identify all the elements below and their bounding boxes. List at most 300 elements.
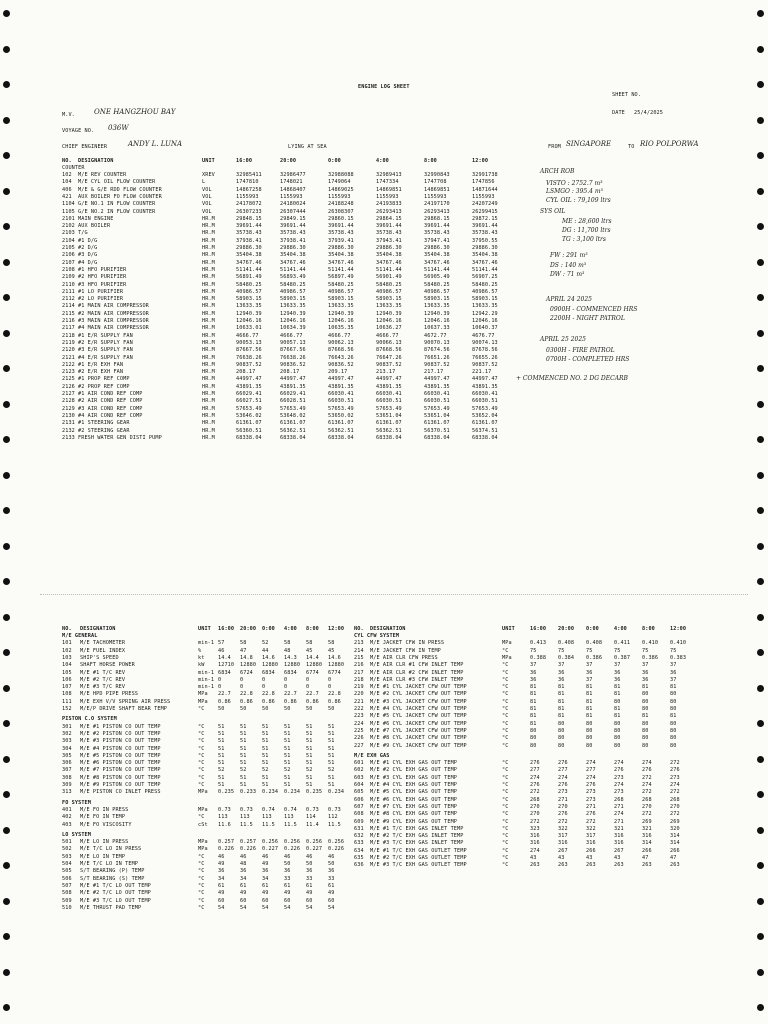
table-cell: °C [502,855,509,861]
table-cell: 13633.35 [376,303,402,310]
feed-hole [757,685,764,692]
table-cell: °C [198,897,205,904]
table-cell: 226 [354,735,364,742]
table-cell: HR.M [202,332,215,339]
row-designation: #4 E/R SUPPLY FAN [78,354,133,361]
table-cell: °C [198,782,205,788]
table-cell: 406 [62,186,72,193]
row-designation: #2 E/R SUPPLY FAN [78,339,133,346]
table-cell: 274 [642,782,652,788]
table-cell: 51 [218,730,225,737]
sheet-number-label: SHEET NO. [612,92,642,98]
feed-hole [3,756,10,763]
table-cell: 505 [62,868,72,875]
table-cell: 219 [354,684,364,691]
feed-hole [3,578,10,585]
table-cell: 1155993 [328,193,351,200]
table-cell: 56374.51 [472,427,498,434]
table-cell: 81 [614,713,621,720]
table-cell: 66029.41 [236,391,262,397]
feed-hole [757,1004,764,1011]
table-cell: 66030.41 [376,391,402,397]
table-cell: °C [502,676,509,683]
table-cell: 14.4 [218,654,231,661]
table-cell: 51 [306,730,313,737]
table-cell: 35738.43 [328,230,354,237]
column-header: UNIT [198,626,211,632]
table-cell: 272 [558,818,568,825]
table-cell: 0.86 [218,698,231,705]
table-cell: 90057.13 [280,339,306,346]
table-cell: XREV [202,172,215,178]
table-cell: 634 [354,847,364,854]
table-cell: 0.73 [240,806,253,813]
table-cell: 53648.02 [280,412,306,419]
table-cell: HR.M [202,223,215,230]
table-cell: 631 [354,825,364,832]
table-cell: 58 [284,640,291,647]
feed-hole [757,862,764,869]
table-cell: 51141.44 [280,266,306,273]
row-designation: M/E #7 PISTON CO OUT TEMP [80,767,161,774]
row-designation: G/E NO.2 IN FLOW COUNTER [78,208,156,215]
table-cell: °C [198,706,205,712]
table-cell: 49 [262,890,269,897]
table-cell: 1747334 [376,179,399,186]
table-cell: MPa [198,846,208,853]
table-cell: °C [502,796,509,803]
table-cell: 0 [218,676,222,683]
table-cell: 52 [218,767,225,774]
row-designation: M/E #7 CYL JACKET CFW OUT TEMP [370,727,467,734]
table-cell: HR.M [202,310,215,317]
table-cell: °C [198,861,205,867]
row-designation: FRESH WATER GEN DISTI PUMP [78,434,162,441]
table-cell: HR.M [202,434,215,441]
row-designation: M/E/P DRIVE SHAFT BEAR TEMP [80,706,168,712]
row-designation: M/E #9 CYL JACKET CFW OUT TEMP [370,742,467,749]
table-cell: 34767.46 [280,259,306,266]
table-cell: 29886.30 [280,245,306,251]
table-cell: 40986.57 [328,288,354,295]
row-designation: M/E #3 T/C REV [80,684,126,691]
table-cell: HR.M [202,245,215,251]
table-cell: 114 [306,814,316,821]
table-cell: 35404.38 [376,252,402,259]
table-cell: 49 [262,861,269,867]
table-cell: 81 [670,713,677,720]
table-cell: 11.6 [218,821,231,828]
table-cell: 10634.39 [280,325,306,332]
row-designation: M/E #8 CYL EXH GAS OUT TEMP [370,811,458,818]
table-cell: 51 [240,752,247,759]
table-cell: °C [502,818,509,825]
table-cell: 37939.41 [328,237,354,244]
table-cell: 61 [306,882,313,889]
table-cell: 2115 [62,310,75,317]
table-cell: 46 [262,853,269,860]
table-cell: 58 [306,640,313,647]
table-cell: 51 [328,760,335,767]
feed-hole [3,685,10,692]
feed-hole [3,46,10,53]
feed-hole [757,223,764,230]
table-cell: HR.M [202,215,215,222]
table-cell: 2128 [62,398,75,405]
feed-hole [757,152,764,159]
row-designation: #1 D/G [78,237,98,244]
table-cell: 68338.04 [328,434,354,441]
table-cell: VOL [202,186,212,193]
table-cell: 58903.15 [280,296,306,303]
table-cell: 1155993 [376,193,399,200]
table-cell: 60 [306,897,313,904]
table-cell: 61361.07 [280,420,306,427]
row-designation: M/E #6 PISTON CO OUT TEMP [80,760,161,767]
row-designation: M/E PISTON CO INLET PRESS [80,789,161,796]
table-cell: MPa [502,654,512,661]
table-cell: 80 [670,698,677,705]
table-cell: 22.8 [328,691,341,698]
table-cell: 76643.26 [328,354,354,361]
table-cell: 46 [218,853,225,860]
row-designation: #4 D/G [78,259,98,266]
table-cell: 34 [240,875,247,882]
table-cell: 113 [218,814,228,821]
table-cell: 608 [354,811,364,818]
table-cell: 13633.35 [328,303,354,310]
row-designation: #2 AIR COND REF COMP [78,398,143,405]
table-cell: 43 [614,855,621,861]
table-cell: 54 [306,904,313,911]
table-cell: 51 [306,752,313,759]
table-cell: 2102 [62,223,75,230]
table-cell: 2131 [62,420,75,427]
table-cell: 272 [670,811,680,818]
table-cell: 61 [262,882,269,889]
table-cell: 0.256 [284,839,301,846]
feed-hole [3,898,10,905]
table-cell: 43 [586,855,593,861]
table-cell: °C [198,882,205,889]
table-cell: 36 [328,868,335,875]
table-cell: 14871644 [472,186,498,193]
column-header: 12:00 [670,626,687,632]
table-cell: 36 [586,669,593,676]
table-cell: 43891.35 [236,383,262,390]
table-cell: 81 [586,706,593,712]
table-cell: 22.7 [218,691,231,698]
table-cell: 12940.39 [280,310,306,317]
table-cell: 76647.26 [376,354,402,361]
table-cell: 81 [614,691,621,698]
table-cell: 81 [586,691,593,698]
table-cell: 2133 [62,434,75,441]
table-cell: 80 [670,720,677,727]
row-designation: M/E #2 T/C REV [80,676,126,683]
table-cell: 0.227 [262,846,279,853]
chief-engineer-name: ANDY L. LUNA [128,140,183,148]
table-cell: 29860.15 [328,215,354,222]
table-cell: 46 [218,647,225,654]
table-cell: 0.226 [284,846,301,853]
table-cell: 14867258 [236,186,262,193]
row-designation: M/E #4 CYL JACKET CFW OUT TEMP [370,706,467,712]
table-cell: 35738.43 [376,230,402,237]
row-designation: #1 HFO PURIFIER [78,266,127,273]
table-cell: 81 [530,691,537,698]
table-cell: °C [502,669,509,676]
table-cell: 50 [284,861,291,867]
table-cell: 271 [614,803,624,810]
table-cell: 0.384 [558,654,575,661]
table-cell: 274 [530,847,540,854]
table-cell: 40986.57 [236,288,262,295]
table-cell: 37 [670,662,677,669]
table-cell: 51 [284,774,291,781]
table-cell: 57653.49 [236,405,262,412]
table-cell: 37943.41 [376,237,402,244]
feed-hole [757,10,764,17]
table-cell: 51 [240,745,247,752]
row-designation: MAIN ENGINE [78,215,114,222]
table-cell: 14.8 [240,654,253,661]
table-cell: 510 [62,904,72,911]
table-cell: °C [502,862,509,869]
table-cell: 58 [328,640,335,647]
row-designation: M/E FO VISCOSITY [80,821,132,828]
table-cell: 36 [284,868,291,875]
table-cell: 276 [558,782,568,788]
table-cell: 90837.52 [472,361,498,368]
table-cell: 276 [530,760,540,767]
table-cell: min-1 [198,684,215,691]
table-cell: VOL [202,193,212,200]
row-designation: M/E JACKET CFW IN TEMP [370,647,441,654]
table-cell: 263 [670,862,680,869]
table-cell: 0 [240,676,244,683]
table-cell: 58903.15 [236,296,262,303]
table-cell: HR.M [202,274,215,281]
table-cell: 6724 [240,669,253,676]
table-cell: 34767.46 [472,259,498,266]
table-cell: 0.233 [240,789,257,796]
feed-hole [3,649,10,656]
table-cell: 49 [218,861,225,867]
table-cell: 2105 [62,245,75,251]
table-cell: 51 [328,745,335,752]
table-cell: °C [502,825,509,832]
table-cell: HR.M [202,237,215,244]
table-cell: 58903.15 [376,296,402,303]
table-cell: 90836.52 [280,361,306,368]
table-cell: 51141.44 [376,266,402,273]
column-header: 0:00 [328,158,341,164]
table-cell: 316 [614,840,624,847]
row-designation: AUX BOILER [78,223,111,230]
table-cell: 43 [530,855,537,861]
table-cell: 276 [670,767,680,774]
table-cell: 12940.39 [424,310,450,317]
table-cell: 36 [642,676,649,683]
table-cell: 152 [62,706,72,712]
table-cell: 14869025 [328,186,354,193]
table-cell: 22.7 [284,691,297,698]
table-cell: 0.257 [218,839,235,846]
table-cell: 90836.52 [328,361,354,368]
table-cell: 6834 [218,669,231,676]
table-cell: 0 [328,684,332,691]
table-cell: 4672.77 [424,332,447,339]
table-cell: 58903.15 [424,296,450,303]
table-cell: 12942.29 [472,310,498,317]
column-header: 8:00 [306,626,319,632]
row-designation: #2 LO PURIFIER [78,296,124,303]
table-cell: 218 [354,676,364,683]
table-cell: 308 [62,774,72,781]
column-header: 0:00 [586,626,599,632]
table-cell: °C [502,713,509,720]
table-cell: 13633.35 [424,303,450,310]
table-cell: 56907.25 [472,274,498,281]
table-cell: 10636.27 [376,325,402,332]
table-cell: 29886.30 [424,245,450,251]
feed-hole [3,330,10,337]
table-cell: 213.17 [376,369,396,376]
table-cell: 51 [306,723,313,730]
table-cell: 14869851 [376,186,402,193]
table-cell: 58480.25 [280,281,306,288]
table-cell: 53652.04 [472,412,498,419]
table-cell: 26299415 [472,208,498,215]
table-cell: 51 [328,782,335,788]
row-designation: M/E REV COUNTER [78,172,127,178]
table-cell: 51 [328,723,335,730]
table-cell: 272 [670,789,680,796]
table-cell: 0.234 [328,789,345,796]
table-cell: 22.8 [240,691,253,698]
table-cell: °C [502,840,509,847]
feed-hole [757,720,764,727]
table-cell: 2117 [62,325,75,332]
table-cell: 50 [218,706,225,712]
table-cell: 80 [530,735,537,742]
table-cell: 68338.04 [424,434,450,441]
table-cell: 61361.07 [424,420,450,427]
table-cell: 32990843 [424,172,450,178]
table-cell: 268 [530,796,540,803]
table-cell: 80 [614,698,621,705]
table-cell: 1155993 [472,193,495,200]
table-cell: 214 [354,647,364,654]
date-label: DATE [612,110,625,116]
table-cell: 270 [530,811,540,818]
table-cell: 46 [284,853,291,860]
table-cell: °C [502,647,509,654]
row-designation: M/E #1 CYL JACKET CFW OUT TEMP [370,684,467,691]
table-cell: 81 [530,706,537,712]
table-cell: 90053.13 [236,339,262,346]
table-cell: 270 [530,803,540,810]
table-cell: 81 [530,684,537,691]
table-cell: 90062.13 [328,339,354,346]
table-cell: 0.235 [306,789,323,796]
table-cell: 0.256 [262,839,279,846]
table-cell: 112 [328,814,338,821]
row-designation: M/E JACKET CFW IN PRESS [370,640,445,647]
table-cell: 48 [284,647,291,654]
feed-hole [757,401,764,408]
table-cell: 273 [558,789,568,796]
table-cell: 0.226 [240,846,257,853]
table-cell: 58480.25 [376,281,402,288]
table-cell: 0.86 [328,698,341,705]
table-cell: 36 [642,669,649,676]
table-cell: 221 [354,698,364,705]
table-cell: 51 [218,760,225,767]
table-cell: 1748021 [280,179,303,186]
table-cell: °C [502,760,509,767]
table-cell: 37947.41 [424,237,450,244]
table-cell: 26293413 [376,208,402,215]
table-cell: 272 [642,789,652,796]
table-cell: 51 [306,782,313,788]
table-cell: 314 [642,840,652,847]
table-cell: 81 [530,720,537,727]
table-cell: 57653.49 [424,405,450,412]
feed-hole [3,933,10,940]
table-cell: 269 [642,818,652,825]
table-cell: 607 [354,803,364,810]
table-cell: HR.M [202,259,215,266]
note-line: DW : 71 m³ [550,271,585,278]
table-cell: 61 [284,882,291,889]
table-cell: 80 [586,727,593,734]
table-cell: 87678.56 [472,347,498,354]
table-cell: 51 [328,730,335,737]
row-designation: M/E AIR CLR #2 CFW INLET TEMP [370,669,464,676]
voyage-label: VOYAGE NO. [62,128,95,134]
table-cell: 208.17 [236,369,256,376]
row-designation: M/E #2 CYL JACKET CFW OUT TEMP [370,691,467,698]
table-cell: 0.386 [642,654,659,661]
table-cell: 0.235 [218,789,235,796]
table-cell: 51 [262,760,269,767]
column-header: DESIGNATION [80,626,116,632]
table-cell: 14869851 [424,186,450,193]
table-cell: 271 [558,796,568,803]
feed-hole [757,472,764,479]
table-cell: 51 [262,723,269,730]
table-cell: 316 [586,840,596,847]
table-cell: 81 [642,684,649,691]
table-cell: 316 [642,833,652,840]
table-cell: 12880 [262,662,279,669]
table-cell: 13633.35 [280,303,306,310]
row-designation: #3 MAIN AIR COMPRESSOR [78,318,149,324]
table-cell: 274 [642,760,652,767]
table-cell: 401 [62,806,72,813]
table-cell: 44997.47 [376,376,402,383]
table-cell: 13633.35 [236,303,262,310]
table-cell: HR.M [202,296,215,303]
table-cell: min-1 [198,640,215,647]
table-cell: 66030.51 [472,398,498,405]
table-cell: 87674.56 [424,347,450,354]
table-cell: 51 [240,774,247,781]
column-header: DESIGNATION [78,158,114,164]
table-cell: 49 [240,890,247,897]
